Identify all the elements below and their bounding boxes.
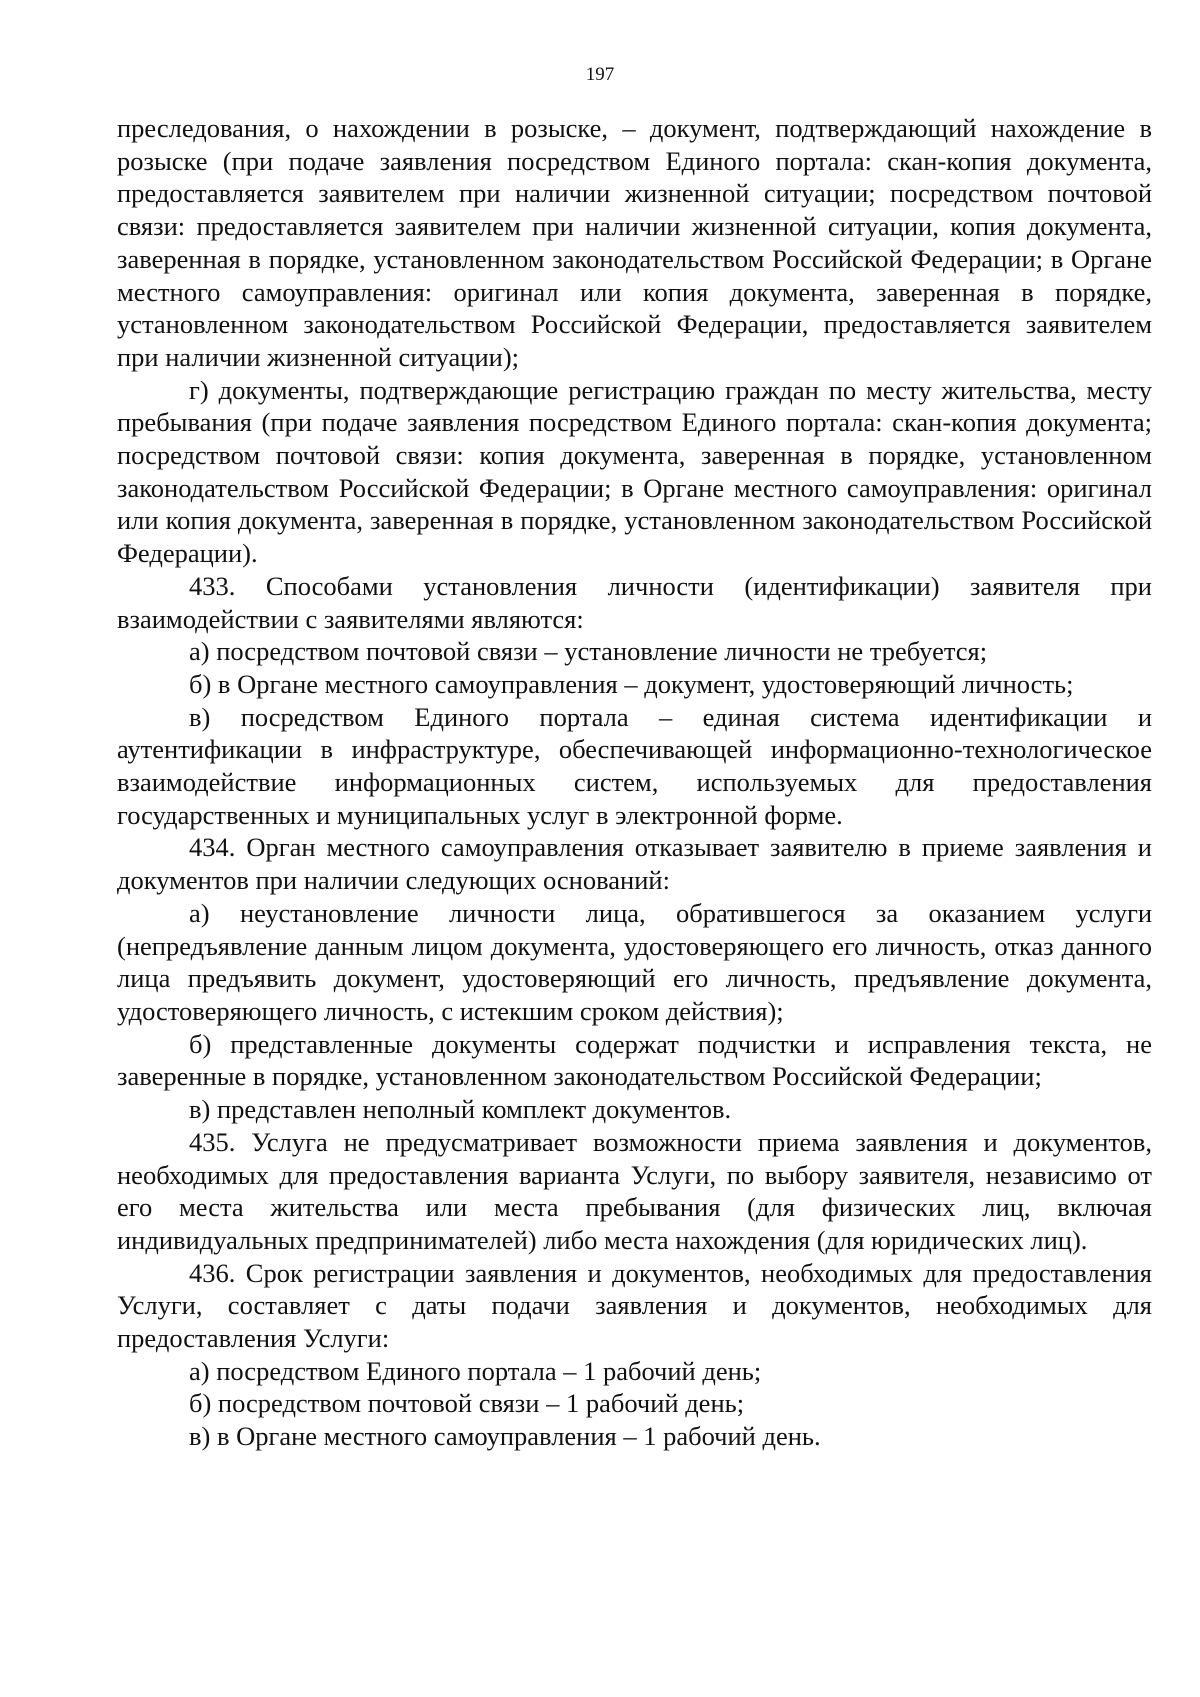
paragraph: г) документы, подтверждающие регистрацию граждан по месту жительства, месту пребывания (при подаче заявления посредством Единого портала: скан-копия документа; посредством почтовой связи: копия документа, заверенная в порядке, установленном законодательством Российской Федерации; в Органе местного самоуправления: оригинал или копия документа, заверенная в порядке, установленном законодательством Российской Федерации). bbox=[117, 374, 1152, 569]
list-item: в) в Органе местного самоуправления – 1 рабочий день. bbox=[189, 1421, 821, 1452]
paragraph-433: 433. Способами установления личности (идентификации) заявителя при взаимодействии с заявителями являются: bbox=[117, 570, 1152, 634]
paragraph-436: 436. Срок регистрации заявления и документов, необходимых для предоставления Услуги, составляет с даты подачи заявления и документов, необходимых для предоставления Услуги: bbox=[117, 1257, 1152, 1354]
list-item: б) представленные документы содержат подчистки и исправления текста, не заверенные в порядке, установленном законодательством Российской Федерации; bbox=[117, 1028, 1152, 1092]
list-item: а) неустановление личности лица, обратившегося за оказанием услуги (непредъявление данным лицом документа, удостоверяющего его личность, отказ данного лица предъявить документ, удостоверяющий его личность, предъявление документа, удостоверяющего личность, с истекшим сроком действия); bbox=[117, 897, 1152, 1026]
document-body bbox=[117, 112, 1152, 1453]
list-item: б) посредством почтовой связи – 1 рабочий день; bbox=[189, 1388, 745, 1419]
paragraph: преследования, о нахождении в розыске, – документ, подтверждающий нахождение в розыске (при подаче заявления посредством Единого портала: скан-копия документа, предоставляется заявителем при наличии жизненной ситуации; посредством почтовой связи: предоставляется заявителем при наличии жизненной ситуации, копия документа, заверенная в порядке, установленном законодательством Российской Федерации; в Органе местного самоуправления: оригинал или копия документа, заверенная в порядке, установленном законодательством Российской Федерации, предоставляется заявителем при наличии жизненной ситуации); bbox=[117, 113, 1152, 372]
paragraph-434: 434. Орган местного самоуправления отказывает заявителю в приеме заявления и документов при наличии следующих оснований: bbox=[117, 832, 1152, 896]
list-item: а) посредством почтовой связи – установление личности не требуется; bbox=[189, 636, 988, 667]
page-number: 197 bbox=[585, 64, 615, 85]
list-item: а) посредством Единого портала – 1 рабочий день; bbox=[189, 1355, 762, 1386]
paragraph-435: 435. Услуга не предусматривает возможности приема заявления и документов, необходимых для предоставления варианта Услуги, по выбору заявителя, независимо от его места жительства или места пребывания (для физических лиц, включая индивидуальных предпринимателей) либо места нахождения (для юридических лиц). bbox=[117, 1126, 1152, 1255]
list-item: б) в Органе местного самоуправления – документ, удостоверяющий личность; bbox=[189, 668, 1074, 699]
list-item: в) представлен неполный комплект документов. bbox=[189, 1094, 732, 1125]
list-item: в) посредством Единого портала – единая система идентификации и аутентификации в инфраструктуре, обеспечивающей информационно-технологическое взаимодействие информационных систем, используемых для предоставления государственных и муниципальных услуг в электронной форме. bbox=[117, 701, 1152, 830]
